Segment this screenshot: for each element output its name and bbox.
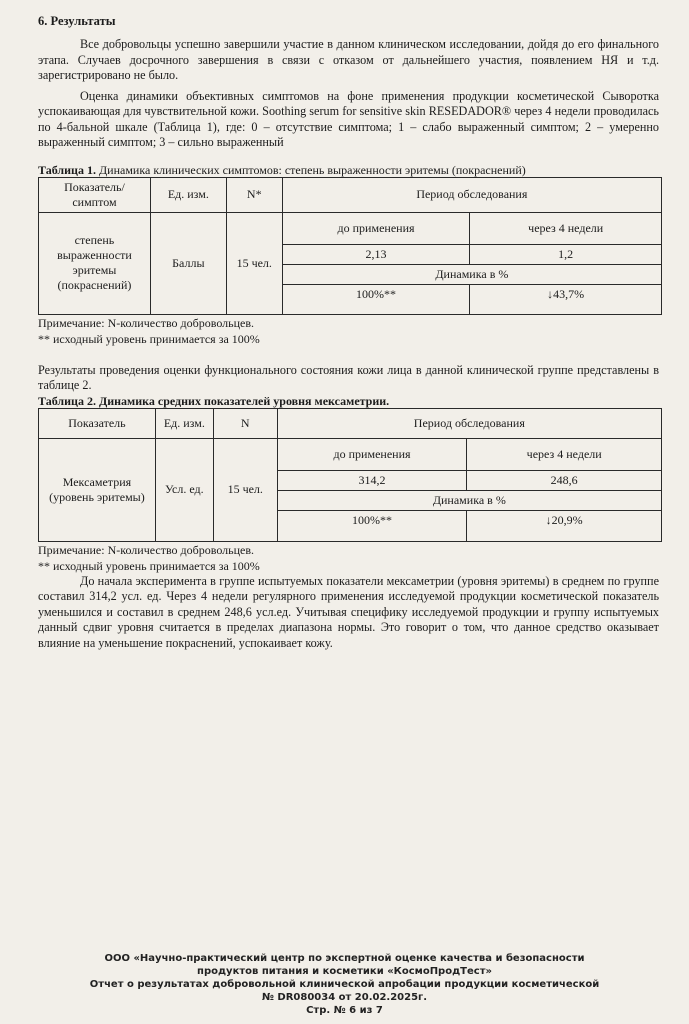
table1-note-1: Примечание: N-количество добровольцев. (38, 315, 255, 330)
footer-page-number: Стр. № 6 из 7 (306, 1005, 383, 1016)
table2-cell-unit: Усл. ед. (155, 438, 213, 541)
table2-cell-indicator: Мексаметрия (уровень эритемы) (39, 438, 156, 541)
table2-caption (38, 394, 659, 408)
table1-header-dynamics: Динамика в % (282, 264, 661, 284)
table1-header-period: Период обследования (282, 177, 661, 212)
table1-header-n: N* (226, 177, 282, 212)
table1-cell-unit: Баллы (150, 212, 226, 314)
table1-cell-n: 15 чел. (226, 212, 282, 314)
table2-header-unit: Ед. изм. (155, 408, 213, 438)
table2 (38, 408, 662, 542)
table2-note-2: ** исходный уровень принимается за 100% (38, 558, 260, 573)
footer-line-3: Отчет о результатах добровольной клинической апробации продукции косметической (89, 979, 600, 990)
table1-header-unit: Ед. изм. (150, 177, 226, 212)
table1-header-indicator: Показатель/ симптом (39, 177, 151, 212)
table2-header-indicator: Показатель (39, 408, 156, 438)
footer-line-1: ООО «Научно-практический центр по экспертной оценке качества и безопасности (104, 953, 585, 964)
results-paragraph-1: Все добровольцы успешно завершили участие в данном клиническом исследовании, дойдя до его финального этапа. Случаев досрочного завершения в связи с отказом от дальнейшего участия, появлением НЯ и т.д. зарегистрировано не было. (38, 37, 659, 82)
results-paragraph-4: До начала эксперимента в группе испытуемых показатели мексаметрии (уровня эритемы) в среднем по группе составил 314,2 усл. ед. Через 4 недели регулярного применения исследуемой продукции косметической показатель уменьшился и составил в среднем 248,6 усл.ед. Учитывая специфику исследуемой продукции и группу испытуемых данный сдвиг уровня считается в пределах диапазона нормы. Это говорит о том, что данное средство оказывает влияние на уменьшение покраснений, успокаивает кожу. (38, 573, 659, 650)
table2-cell-after: 248,6 (467, 470, 662, 490)
table1 (38, 177, 662, 315)
table2-cell-change-pct: ↓20,9% (467, 510, 662, 541)
table2-cell-n: 15 чел. (213, 438, 277, 541)
section-title: 6. Результаты (38, 14, 116, 28)
footer-line-4: № DR080034 от 20.02.2025г. (261, 992, 428, 1003)
table2-header-after: через 4 недели (467, 438, 662, 470)
document-footer (0, 952, 689, 1017)
table1-header-before: до применения (282, 212, 470, 244)
table2-header-before: до применения (277, 438, 467, 470)
table1-caption-text: Динамика клинических симптомов: степень выраженности эритемы (покраснений) (98, 162, 526, 177)
table2-note-1: Примечание: N-количество добровольцев. (38, 542, 255, 557)
table1-cell-base-pct: 100%** (282, 284, 470, 314)
table1-note-2: ** исходный уровень принимается за 100% (38, 331, 260, 346)
table1-header-after: через 4 недели (470, 212, 662, 244)
table1-cell-after: 1,2 (470, 244, 662, 264)
results-paragraph-3: Результаты проведения оценки функционального состояния кожи лица в данной клинической группе представлены в таблице 2. (38, 362, 659, 392)
table1-cell-change-pct: ↓43,7% (470, 284, 662, 314)
table2-header-period: Период обследования (277, 408, 661, 438)
table2-header-dynamics: Динамика в % (277, 490, 661, 510)
table1-caption-label: Таблица 1. (38, 162, 96, 177)
table1-cell-before: 2,13 (282, 244, 470, 264)
table2-cell-before: 314,2 (277, 470, 467, 490)
results-paragraph-2: Оценка динамики объективных симптомов на фоне применения продукции косметической Сыворотка успокаивающая для чувствительной кожи. Soothing serum for sensitive skin RESEDADOR® через 4 недели проводилась по 4-бальной шкале (Таблица 1), где: 0 – отсутствие симптома; 1 – слабо выраженный симптом; 2 – умеренно выраженный симптом; 3 – сильно выраженный (38, 88, 659, 149)
table2-caption-label: Таблица 2. (38, 393, 96, 408)
table1-caption (38, 163, 659, 177)
table2-caption-text: Динамика средних показателей уровня мексаметрии. (98, 393, 390, 408)
table1-cell-indicator: степень выраженности эритемы (покраснений) (39, 212, 151, 314)
table2-header-n: N (213, 408, 277, 438)
footer-line-2: продуктов питания и косметики «КосмоПродТест» (197, 966, 492, 977)
table2-cell-base-pct: 100%** (277, 510, 467, 541)
